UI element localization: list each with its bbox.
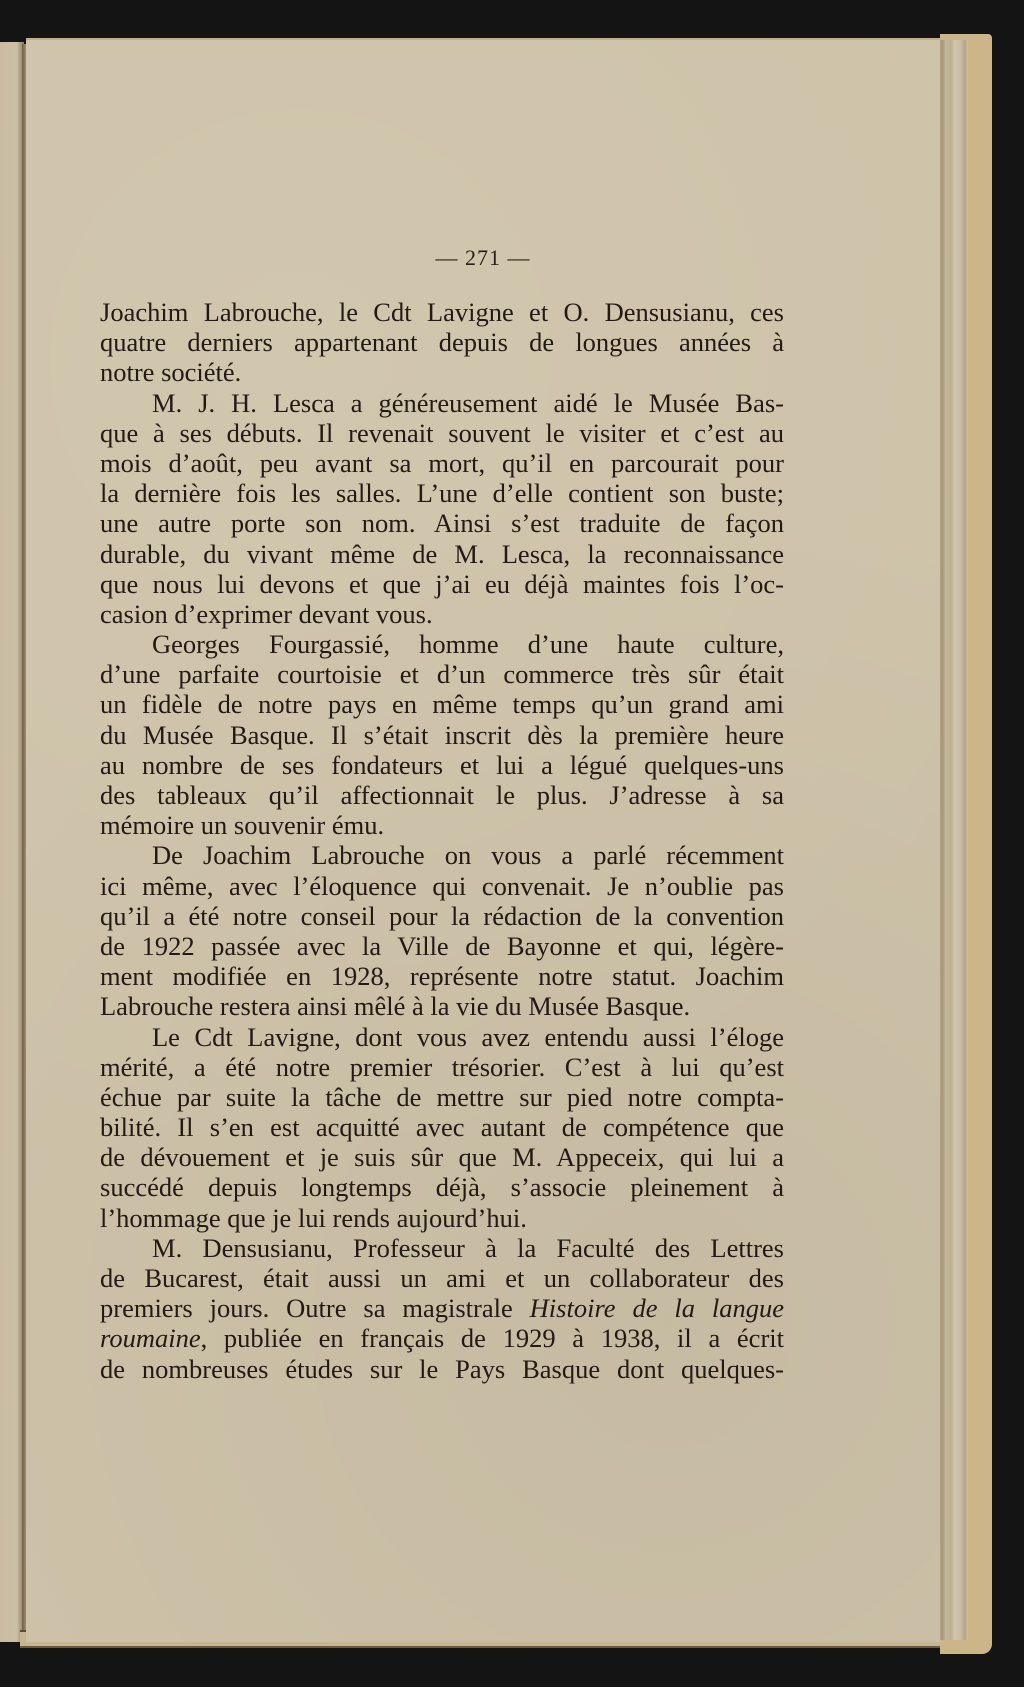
text-line: du Musée Basque. Il s’était inscrit dès la première heure	[100, 719, 784, 750]
paragraph-1	[100, 297, 784, 388]
paragraph-labrouche	[100, 840, 784, 1021]
text-line: casion d’exprimer devant vous.	[100, 598, 433, 629]
text-line: Georges Fourgassié, homme d’une haute culture,	[152, 629, 784, 660]
text-line: M. J. H. Lesca a généreusement aidé le Musée Bas-	[152, 387, 784, 418]
text-line: que nous lui devons et que j’ai eu déjà maintes fois l’oc-	[100, 568, 784, 599]
text-line: de 1922 passée avec la Ville de Bayonne et qui, légère-	[100, 930, 784, 961]
text-line: Labrouche restera ainsi mêlé à la vie du Musée Basque.	[100, 991, 691, 1022]
text-line: de dévouement et je suis sûr que M. Appeceix, qui lui a	[100, 1142, 784, 1173]
text-line: d’une parfaite courtoisie et d’un commerce très sûr était	[100, 659, 784, 690]
paragraph-lavigne	[100, 1022, 784, 1233]
paragraph-fourgassie	[100, 629, 784, 840]
text-line: M. Densusianu, Professeur à la Faculté des Lettres	[152, 1232, 784, 1263]
book-page	[26, 38, 940, 1642]
text-line: une autre porte son nom. Ainsi s’est traduite de façon	[100, 508, 784, 539]
text-run: , publiée en français de 1929 à 1938, il a écrit	[200, 1323, 784, 1354]
text-line: mérité, a été notre premier trésorier. C’est à lui qu’est	[100, 1051, 784, 1082]
text-line: durable, du vivant même de M. Lesca, la reconnaissance	[100, 538, 784, 569]
text-line: qu’il a été notre conseil pour la rédaction de la convention	[100, 900, 784, 931]
text-line-mixed	[100, 1323, 784, 1353]
paragraph-densusianu	[100, 1233, 784, 1384]
text-line: échue par suite la tâche de mettre sur pied notre compta-	[100, 1081, 784, 1112]
paragraph-lesca	[100, 388, 784, 630]
text-line: de Bucarest, était aussi un ami et un collaborateur des	[100, 1263, 784, 1293]
text-line: la dernière fois les salles. L’une d’elle contient son buste;	[100, 478, 784, 509]
text-line: un fidèle de notre pays en même temps qu’un grand ami	[100, 689, 784, 720]
text-line-mixed	[100, 1293, 784, 1323]
text-line: De Joachim Labrouche on vous a parlé récemment	[152, 840, 784, 871]
fore-edge-page-layers	[938, 40, 968, 1640]
text-line: ici même, avec l’éloquence qui convenait. Je n’oublie pas	[100, 870, 784, 901]
text-line: des tableaux qu’il affectionnait le plus. J’adresse à sa	[100, 780, 784, 810]
text-line: au nombre de ses fondateurs et lui a légué quelques-uns	[100, 749, 784, 780]
book-title-italic: roumaine	[100, 1323, 201, 1354]
page-number: — 271 —	[435, 245, 531, 270]
body-text	[100, 297, 784, 1384]
text-line: de nombreuses études sur le Pays Basque dont quelques-	[100, 1353, 784, 1384]
text-line: quatre derniers appartenant depuis de longues années à	[100, 327, 784, 358]
text-line: notre société.	[100, 357, 242, 388]
text-line: mois d’août, peu avant sa mort, qu’il en parcourait pour	[100, 447, 784, 478]
text-line: ment modifiée en 1928, représente notre statut. Joachim	[100, 961, 784, 992]
text-line: Le Cdt Lavigne, dont vous avez entendu aussi l’éloge	[152, 1021, 784, 1052]
text-line: succédé depuis longtemps déjà, s’associe pleinement à	[100, 1172, 784, 1203]
adjacent-page-edge	[0, 42, 24, 1642]
text-line: bilité. Il s’en est acquitté avec autant de compétence que	[100, 1112, 784, 1143]
text-line: Joachim Labrouche, le Cdt Lavigne et O. Densusianu, ces	[100, 297, 784, 327]
text-line: l’hommage que je lui rends aujourd’hui.	[100, 1202, 527, 1233]
text-line: mémoire un souvenir ému.	[100, 810, 385, 841]
text-run: premiers jours. Outre sa magistrale	[100, 1293, 530, 1324]
book-title-italic: Histoire de la langue	[529, 1293, 784, 1324]
text-line: que à ses débuts. Il revenait souvent le visiter et c’est au	[100, 417, 784, 448]
